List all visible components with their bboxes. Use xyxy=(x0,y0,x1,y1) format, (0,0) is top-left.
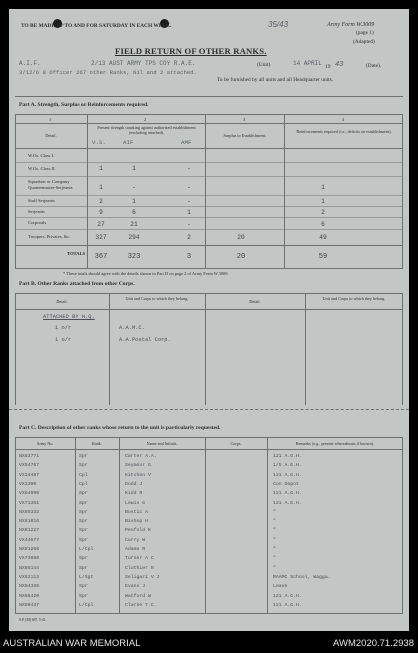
part-c-remarks: 121 A.G.H. xyxy=(273,500,302,506)
part-c-army-number: NX86144 xyxy=(19,565,40,571)
row-label: Corporals xyxy=(28,220,47,225)
total-cell: 3 xyxy=(186,253,192,261)
footer-accession-number: AWM2020.71.2938 xyxy=(333,638,414,649)
unit-label: (Unit) xyxy=(257,62,271,68)
total-cell: 59 xyxy=(318,253,328,261)
part-c-heading: Part C. Description of other ranks whose return to the unit is particularly requested. xyxy=(19,425,221,431)
part-c-name-initials: Lewis G xyxy=(125,500,146,506)
footer-institution: AUSTRALIAN WAR MEMORIAL xyxy=(3,638,141,649)
part-c-name-initials: Seligari V J xyxy=(125,574,160,580)
handwritten-reference: 35/43 xyxy=(268,20,289,29)
part-c-remarks: 121 A.G.H. xyxy=(273,472,302,478)
col-header-rank: Rank. xyxy=(92,441,102,446)
part-c-remarks: " xyxy=(273,565,276,571)
part-c-rank: L/Sgt xyxy=(79,574,94,580)
subhead-aif: AIF xyxy=(123,139,134,146)
table-cell: 9 xyxy=(99,209,103,216)
summary-typed: 3/12/6 8 Officer 267 other Ranks, Nil and 2 attached. xyxy=(19,69,197,76)
part-c-rank: Spr xyxy=(79,509,88,515)
col-header-detail: Detail. xyxy=(249,299,261,304)
part-c-remarks: RAAMC School, Wagga. xyxy=(273,574,331,580)
part-c-name-initials: Clothier R xyxy=(125,565,154,571)
part-c-army-number: VX54990 xyxy=(19,491,40,497)
table-cell: 49 xyxy=(319,234,327,241)
part-c-rank: L/Cpl xyxy=(79,602,94,608)
part-c-remarks: " xyxy=(273,509,276,515)
table-cell: 1 xyxy=(321,198,325,205)
table-cell: 27 xyxy=(97,221,105,228)
part-c-remarks: 121 A.G.H. xyxy=(273,593,302,599)
part-c-remarks: 1/5 A.G.H. xyxy=(273,463,302,469)
unit-typed: 2/13 AUST ARMY TPS COY R.A.E. xyxy=(91,60,196,67)
part-c-army-number: VX1390 xyxy=(19,481,37,487)
table-cell: 20 xyxy=(237,234,245,241)
table-cell: - xyxy=(132,184,136,191)
part-b-heading: Part B. Other Ranks attached from other Corps. xyxy=(19,281,135,287)
part-c-remarks: " xyxy=(273,556,276,562)
date-prefix: 19 xyxy=(325,64,331,70)
col-header-detail: Detail. xyxy=(45,133,57,138)
total-cell: 367 xyxy=(94,253,108,261)
col-header-surplus: Surplus to Establishment. xyxy=(223,133,267,138)
part-a-heading: Part A. Strength, Surplus or Reinforcements required. xyxy=(19,102,149,108)
total-cell: 323 xyxy=(127,253,141,261)
part-c-rank: Spr xyxy=(79,491,88,497)
table-cell: 21 xyxy=(130,221,138,228)
part-c-remarks: 121 A.G.H. xyxy=(273,454,302,459)
furnished-note: To be furnished by all units and all Headquarter units. xyxy=(217,77,334,83)
table-cell: 1 xyxy=(99,165,103,172)
top-instruction: TO BE MADE UP TO AND FOR SATURDAY IN EACH WEEK. xyxy=(21,23,172,29)
row-label: Staff Serjeants xyxy=(28,198,55,203)
col-number-3: 3 xyxy=(243,117,246,122)
part-c-remarks: " xyxy=(273,547,276,552)
col-number-1: 1 xyxy=(49,117,52,122)
form-name: Army Form W.3009 xyxy=(327,22,375,28)
row-label: Serjeants xyxy=(28,209,45,214)
part-c-army-number: NX86420 xyxy=(19,593,40,599)
part-c-remarks: " xyxy=(273,519,276,525)
part-c-remarks: " xyxy=(273,537,276,543)
part-c-name-initials: Clarke T.C. xyxy=(125,602,157,608)
table-cell: 6 xyxy=(132,209,136,216)
part-c-remarks: Con Depot xyxy=(273,481,299,487)
attached-heading: ATTACHED BY H.Q. xyxy=(43,314,95,320)
part-c-name-initials: Kidd R xyxy=(125,491,143,497)
part-c-rank: Spr xyxy=(79,500,88,506)
part-c-rank: Spr xyxy=(79,593,88,599)
row-label: W.Os. Class I. xyxy=(28,153,55,158)
totals-footnote: * These totals should agree with the details shown in Part D on page 2 of Army Form W.3009. xyxy=(63,271,229,276)
part-c-army-number: VX71361 xyxy=(19,500,40,506)
part-c-rank: Cpl xyxy=(79,472,88,478)
part-c-remarks: 121 A.G.H. xyxy=(273,602,302,608)
part-c-remarks: Leave xyxy=(273,584,288,590)
part-c-army-number: NX81016 xyxy=(19,519,40,525)
part-c-army-number: VX52113 xyxy=(19,574,40,580)
part-c-army-number: NX81268 xyxy=(19,547,40,552)
adapted-label: (Adapted) xyxy=(353,39,375,45)
part-c-name-initials: Bostic A xyxy=(125,509,149,515)
row-label: Squadron or Company Quartermaster-Serjeants xyxy=(28,179,73,190)
part-c-rank: Spr xyxy=(79,519,88,525)
part-c-army-number: VX44677 xyxy=(19,537,40,543)
part-c-name-initials: Penfold K xyxy=(125,528,151,534)
col-header-reinforcements: Reinforcements required (i.e., deficits on establishment). xyxy=(296,129,392,134)
part-c-name-initials: Seymour G xyxy=(125,463,151,469)
part-c-name-initials: Dodd J xyxy=(125,481,143,487)
part-c-name-initials: Evans J xyxy=(125,584,146,590)
part-c-army-number: VX54757 xyxy=(19,463,40,469)
page-label: (page 1) xyxy=(356,30,374,36)
col-number-2: 2 xyxy=(144,117,147,122)
archive-footer xyxy=(0,634,418,653)
part-c-name-initials: Watford W xyxy=(125,593,151,599)
table-cell: - xyxy=(187,165,191,172)
table-cell: 6 xyxy=(321,221,325,228)
total-cell: 20 xyxy=(236,253,246,261)
table-cell: 2 xyxy=(321,209,325,216)
table-cell: - xyxy=(187,221,191,228)
table-cell: 1 xyxy=(187,209,191,216)
col-header-unit-corps: Unit and Corps to which they belong. xyxy=(322,296,386,301)
part-c-rank: Spr xyxy=(79,537,88,543)
attached-unit: A.A.Postal Corp. xyxy=(119,337,171,343)
document-sheet xyxy=(9,9,409,631)
part-c-army-number: NX81227 xyxy=(19,528,40,534)
col-number-4: 4 xyxy=(342,117,345,122)
part-c-rank: L/Cpl xyxy=(79,547,94,552)
part-c-name-initials: Turner A C xyxy=(125,556,154,562)
part-c-army-number: NX85333 xyxy=(19,509,40,515)
part-c-rank: Spr xyxy=(79,463,88,469)
part-c-army-number: VX14487 xyxy=(19,472,40,478)
subhead-amf: AMF xyxy=(181,139,192,146)
table-cell: 1 xyxy=(132,165,136,172)
part-c-rank: Spr xyxy=(79,565,88,571)
part-c-name-initials: Carter A.A. xyxy=(125,454,157,459)
part-c-army-number: NX83771 xyxy=(19,454,40,459)
part-c-name-initials: Bishop H xyxy=(125,519,149,525)
table-cell: 2 xyxy=(187,234,191,241)
col-header-corps: Corps. xyxy=(230,441,242,446)
part-c-army-number: NX80437 xyxy=(19,602,40,608)
part-c-rank: Spr xyxy=(79,454,88,459)
table-cell: - xyxy=(187,184,191,191)
print-code: S.P. (M) 667. 5-41 xyxy=(19,618,46,622)
part-c-rank: Spr xyxy=(79,528,88,534)
part-c-army-number: VX73850 xyxy=(19,556,40,562)
subhead-vs: V.S. xyxy=(92,139,106,146)
part-c-remarks: 121 A.G.H. xyxy=(273,491,302,497)
part-c-name-initials: Adams R xyxy=(125,547,146,552)
attached-detail: 1 o/r xyxy=(55,337,72,343)
table-cell: 2 xyxy=(99,198,103,205)
force-prefix: A.I.F. xyxy=(19,60,41,67)
part-c-army-number: NX84336 xyxy=(19,584,40,590)
col-header-remarks: Remarks (e.g., present whereabouts if known). xyxy=(295,441,375,446)
part-c-name-initials: Kitchen V xyxy=(125,472,151,478)
table-cell: 1 xyxy=(132,198,136,205)
part-c-remarks: " xyxy=(273,528,276,534)
row-label: W.Os. Class II. xyxy=(28,166,56,171)
table-cell: 327 xyxy=(95,234,107,241)
col-header-army-no: Army No. xyxy=(36,441,54,446)
col-header-name: Name and Initials. xyxy=(146,441,178,446)
table-cell: 1 xyxy=(99,184,103,191)
date-typed: 14 APRIL xyxy=(293,60,322,67)
form-title: FIELD RETURN OF OTHER RANKS. xyxy=(115,46,267,56)
col-header-present-strength: Present strength counting against authorized establishment (excluding attached). xyxy=(97,125,196,135)
part-c-rank: Cpl xyxy=(79,481,88,487)
totals-label: TOTALS xyxy=(67,251,86,256)
date-year: 43 xyxy=(335,59,344,68)
attached-unit: A.A.M.C. xyxy=(119,325,145,331)
date-label: (Date). xyxy=(366,63,382,69)
col-header-unit-corps: Unit and Corps to which they belong. xyxy=(125,296,189,301)
row-label: Troopers, Privates, &c. xyxy=(28,234,71,239)
col-header-detail: Detail. xyxy=(56,299,68,304)
part-c-rank: Spr xyxy=(79,584,88,590)
table-cell: 294 xyxy=(128,234,140,241)
table-cell: - xyxy=(187,198,191,205)
part-c-name-initials: Curry W xyxy=(125,537,146,543)
attached-detail: 1 o/r xyxy=(55,325,72,331)
part-c-rank: Spr xyxy=(79,556,88,562)
table-cell: 1 xyxy=(321,184,325,191)
